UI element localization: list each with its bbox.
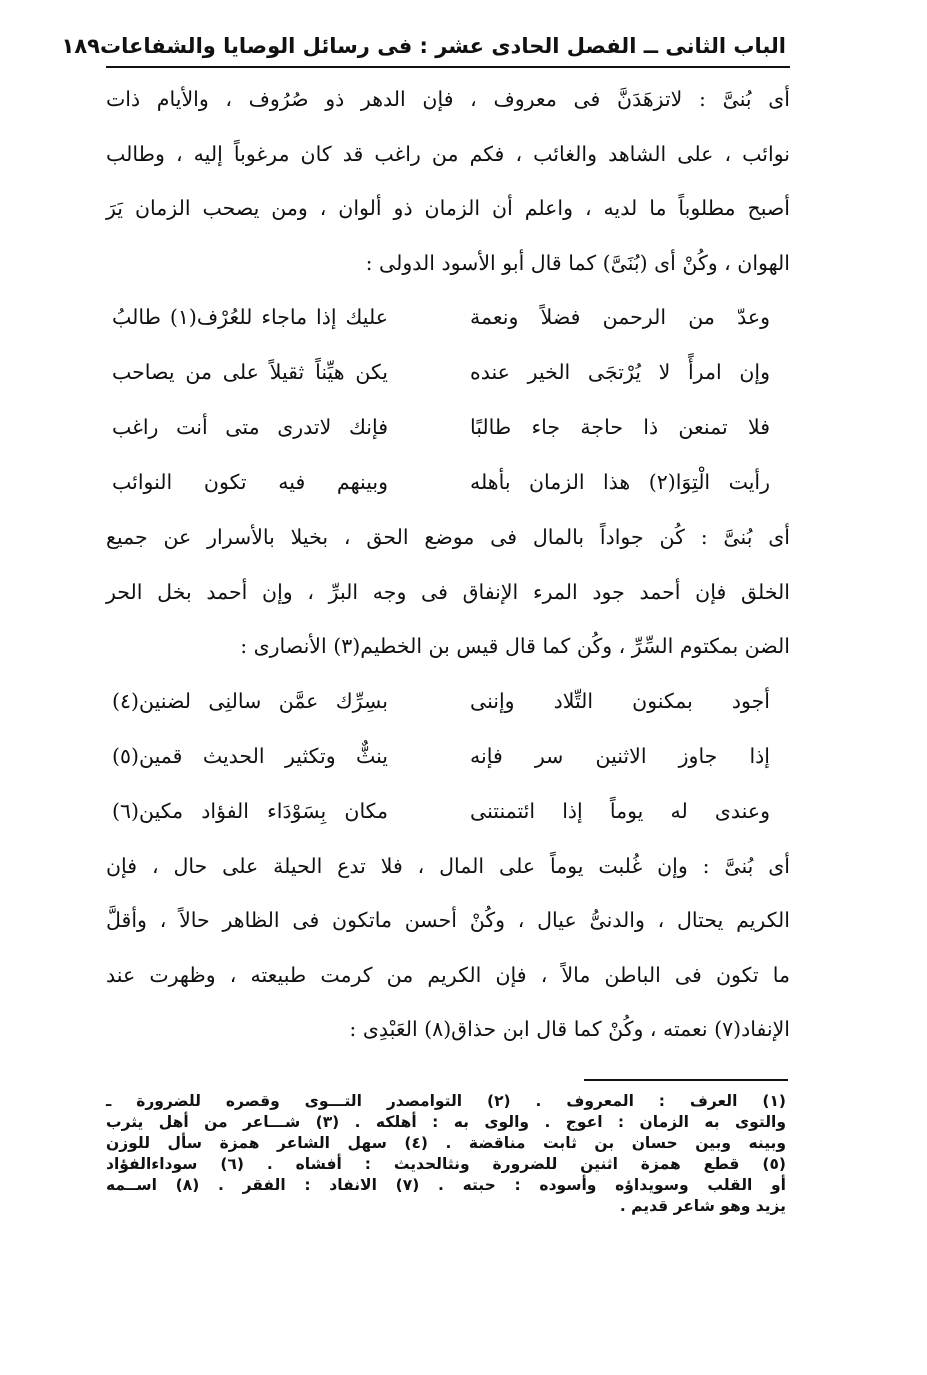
footnotes — [106, 1091, 790, 1217]
chapter-title: الباب الثانى ــ الفصل الحادى عشر : فى رسائل الوصايا والشفاعات — [99, 34, 786, 58]
text-line: الضن بمكتوم السِّرِّ ، وكُن كما قال قيس بن الخطيم(٣) الأنصارى : — [240, 634, 790, 658]
text-line: الكريم يحتال ، والدنىُّ عيال ، وكُنْ أحسن ماتكون فى الظاهر حالاً ، وأقلَّ — [106, 908, 790, 932]
verse — [106, 784, 790, 839]
verse — [106, 674, 790, 729]
verse-second-hemistich: فإنك لاتدرى متى أنت راغب — [112, 415, 388, 439]
text-line: أى بُنىَّ : كُن جواداً بالمال فى موضع الحق ، بخيلا بالأسرار عن جميع — [106, 525, 790, 549]
footnote-line: (١) العرف : المعروف . (٢) التوامصدر التـــوى وقصره للضرورة ـ — [106, 1091, 786, 1110]
verse — [106, 345, 790, 400]
verse-second-hemistich: مكان بِسَوْدَاء الفؤاد مكين(٦) — [112, 798, 388, 823]
verse-first-hemistich: رأيت الْتِوَا(٢) هذا الزمان بأهله — [470, 470, 771, 494]
verse-first-hemistich: وعندى له يوماً إذا ائتمنتنى — [470, 798, 770, 823]
verse — [106, 400, 790, 455]
verse-second-hemistich: عليك إذا ماجاء للعُرْف(١) طالبُ — [112, 305, 389, 329]
verse — [106, 729, 790, 784]
text-line: نوائب ، على الشاهد والغائب ، فكم من راغب قد كان مرغوباً إليه ، وطالب — [106, 141, 790, 166]
verse-second-hemistich: يكن هيِّناً ثقيلاً على من يصاحب — [112, 360, 388, 384]
paragraph-1 — [106, 72, 790, 290]
footnote-line: أو القلب وسويداؤه وأسوده : حبته . (٧) الانفاد : الفقر . (٨) اســمه — [106, 1175, 786, 1194]
paragraph-2 — [106, 510, 790, 674]
verse-first-hemistich: وإن امرأً لا يُرْتجَى الخير عنده — [470, 360, 770, 384]
footnote-line: يزيد وهو شاعر قديم . — [619, 1196, 786, 1215]
footnote-divider — [584, 1079, 788, 1081]
text-line: أى بُنىَّ : لاتزهَدَنَّ فى معروف ، فإن الدهر ذو صُرُوف ، والأيام ذات — [106, 87, 790, 111]
verse-first-hemistich: وعدّ من الرحمن فضلاً ونعمة — [470, 305, 770, 329]
text-line: ما تكون فى الباطن مالاً ، فإن الكريم من كرمت طبيعته ، وظهرت عند — [106, 962, 790, 987]
text-line: أى بُنىَّ : وإن غُلبت يوماً على المال ، فلا تدع الحيلة على حال ، فإن — [106, 853, 790, 878]
poem-2 — [106, 674, 790, 839]
poem-1 — [106, 290, 790, 510]
book-page — [61, 34, 790, 1217]
verse — [106, 455, 790, 510]
verse — [106, 290, 790, 345]
text-line: الهوان ، وكُنْ أى (بُنَىَّ) كما قال أبو الأسود الدولى : — [365, 250, 790, 275]
footnote-line: والتوى به الزمان : اعوج . والوى به : أهلكه . (٣) شـــاعر من أهل يثرب — [106, 1112, 786, 1131]
running-head — [61, 34, 790, 68]
verse-first-hemistich: أجود بمكنون التِّلاد وإننى — [470, 688, 770, 713]
verse-first-hemistich: فلا تمنعن ذا حاجة جاء طالبًا — [470, 415, 770, 439]
verse-second-hemistich: ينثٌّ وتكثير الحديث قمين(٥) — [112, 743, 388, 768]
footnote-line: (٥) قطع همزة اثنين للضرورة ونثالحديث : أفشاه . (٦) سوداءالفؤاد — [106, 1154, 786, 1173]
verse-first-hemistich: إذا جاوز الاثنين سر فإنه — [470, 743, 770, 768]
verse-second-hemistich: بسِرِّك عمَّن سالنِى لضنين(٤) — [112, 688, 388, 713]
text-line: الإنفاد(٧) نعمته ، وكُنْ كما قال ابن حذاق(٨) العَبْدِى : — [349, 1017, 790, 1041]
verse-second-hemistich: وبينهم فيه تكون النوائب — [112, 470, 388, 494]
text-line: أصبح مطلوباً ما لديه ، واعلم أن الزمان ذو ألوان ، ومن يصحب الزمان يَرَ — [106, 196, 790, 220]
footnote-line: وبينه وبين حسان بن ثابت مناقضة . (٤) سهل الشاعر همزة سأل للوزن — [106, 1133, 786, 1152]
paragraph-3 — [106, 839, 790, 1057]
page-number: ١٨٩ — [61, 34, 100, 58]
text-line: الخلق فإن أحمد جود المرء الإنفاق فى وجه البرِّ ، وإن أحمد بخل الحر — [106, 579, 790, 604]
